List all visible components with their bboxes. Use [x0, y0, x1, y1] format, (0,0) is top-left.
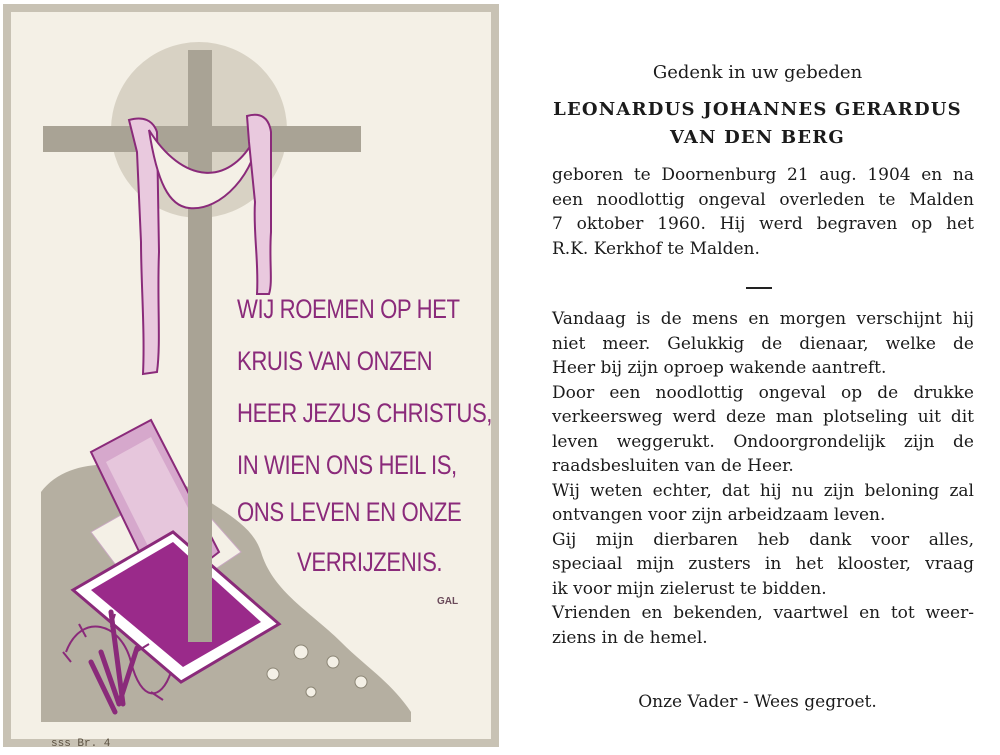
bio-line: een noodlottig ongeval overleden te Malden [552, 189, 974, 210]
verse-line-2: KRUIS VAN ONZEN [237, 346, 433, 376]
verse-line-5: ONS LEVEN EN ONZE [237, 497, 462, 527]
body-line: ontvangen voor zijn arbeidzaam leven. [552, 505, 886, 525]
verse-line-3: HEER JEZUS CHRISTUS, [237, 398, 493, 428]
body-line: verkeersweg werd deze man plotseling uit dit [552, 407, 974, 427]
prayer-card-front [3, 4, 499, 750]
body-line: niet meer. Gelukkig de dienaar, welke de [552, 333, 974, 354]
body-line: raadsbesluiten van de Heer. [552, 456, 794, 476]
verse-line-6: VERRIJZENIS. [297, 547, 443, 577]
biography [552, 163, 974, 261]
verse-line-4: IN WIEN ONS HEIL IS, [237, 450, 457, 480]
deceased-name-line-2: VAN DEN BERG [670, 127, 845, 148]
body-line: Door een noodlottig ongeval op de drukke [552, 382, 974, 403]
cross-horizontal-beam [43, 126, 361, 152]
closing-prayer: Onze Vader - Wees gegroet. [638, 692, 877, 712]
body-line: ik voor mijn zielerust te bidden. [552, 578, 827, 599]
body-line: Wij weten echter, dat hij nu zijn beloning zal [552, 480, 974, 501]
divider [746, 287, 772, 289]
card-front-panel [11, 12, 493, 750]
bio-line: R.K. Kerkhof te Malden. [552, 238, 760, 259]
verse-line-1: WIJ ROEMEN OP HET [237, 294, 460, 324]
intro-line: Gedenk in uw gebeden [652, 62, 863, 83]
bio-line: 7 oktober 1960. Hij werd begraven op het [552, 214, 974, 234]
memorial-text [552, 307, 974, 650]
body-line: ziens in de hemel. [552, 627, 708, 648]
bio-line: geboren te Doornenburg 21 aug. 1904 en na [552, 165, 974, 185]
deceased-name-line-1: LEONARDUS JOHANNES GERARDUS [553, 99, 962, 120]
body-line: Vrienden en bekenden, vaartwel en tot weer- [552, 603, 974, 623]
body-line: Heer bij zijn oproep wakende aantreft. [552, 358, 887, 378]
artist-signature: GAL [437, 596, 459, 607]
body-line: Vandaag is de mens en morgen verschijnt hij [552, 309, 974, 329]
print-code: sss Br. 4 [51, 738, 111, 750]
body-line: Gij mijn dierbaren heb dank voor alles, [552, 529, 974, 550]
body-line: speciaal mijn zusters in het klooster, vraag [552, 554, 974, 574]
body-line: leven weggerukt. Ondoorgrondelijk zijn de [552, 431, 974, 452]
